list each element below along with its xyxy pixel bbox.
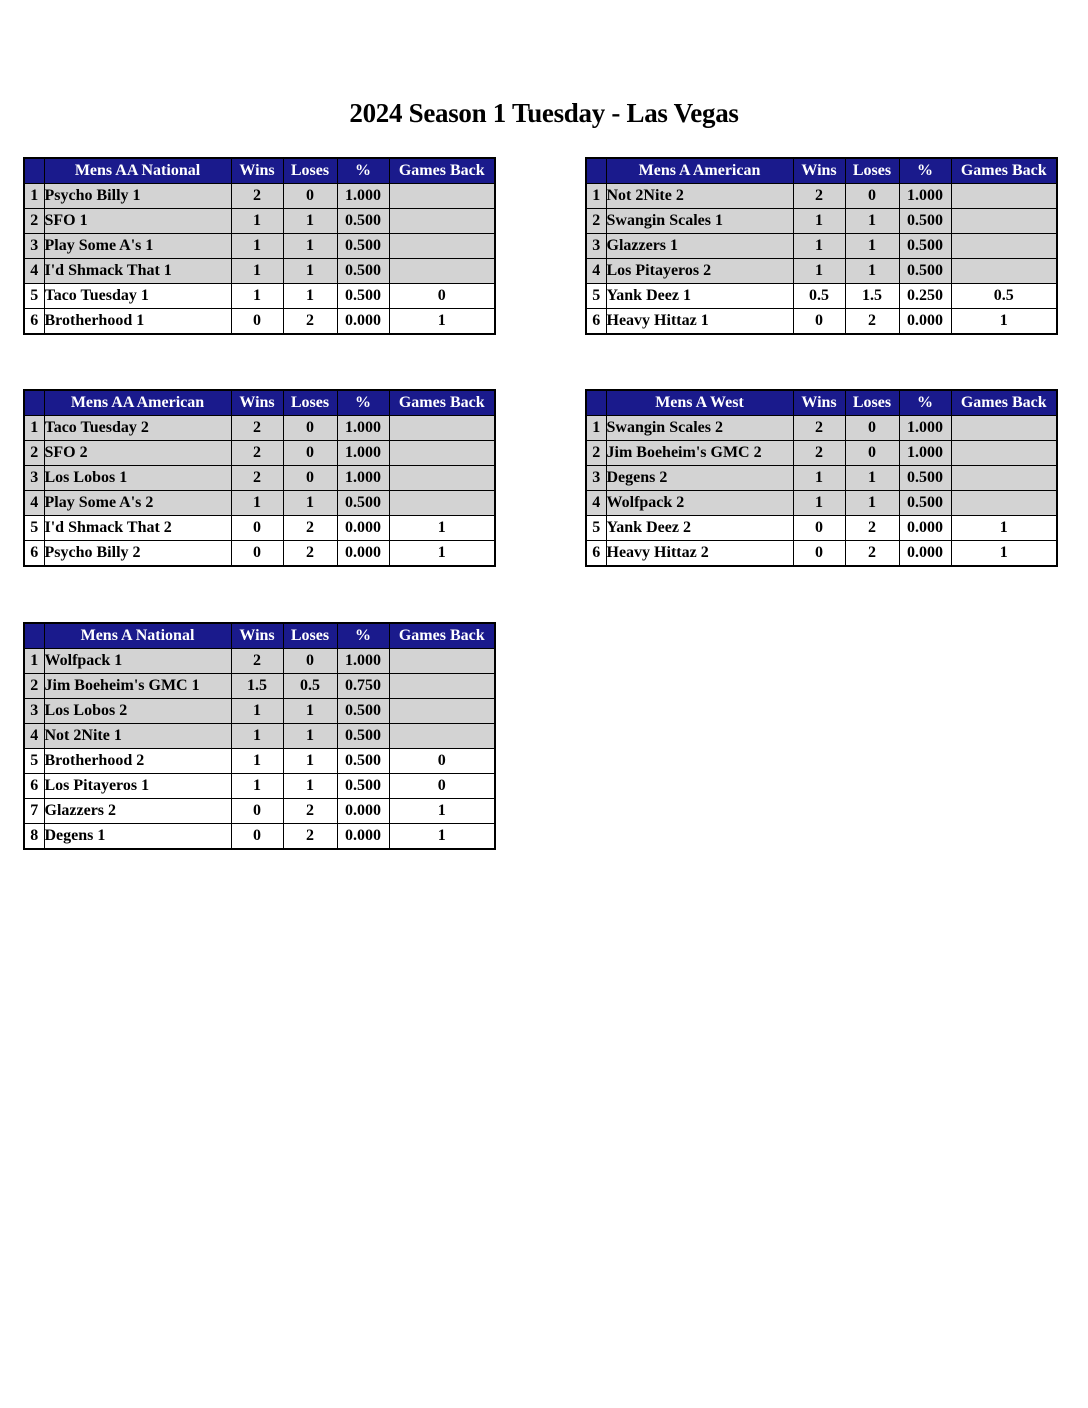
games-back-cell	[389, 234, 495, 259]
games-back-cell	[951, 441, 1057, 466]
wins-cell: 2	[793, 441, 845, 466]
division-table	[585, 389, 1058, 567]
rank-cell: 3	[24, 234, 44, 259]
team-name-cell: Yank Deez 2	[606, 516, 793, 541]
table-row	[24, 184, 495, 209]
column-header-wins: Wins	[231, 158, 283, 184]
rank-cell: 5	[24, 284, 44, 309]
team-name-cell: Brotherhood 2	[44, 749, 231, 774]
wins-cell: 2	[231, 466, 283, 491]
rank-cell: 2	[24, 441, 44, 466]
rank-header	[586, 390, 606, 416]
pct-cell: 0.500	[899, 234, 951, 259]
wins-cell: 1	[231, 774, 283, 799]
pct-cell: 0.500	[899, 209, 951, 234]
pct-cell: 0.000	[337, 309, 389, 335]
column-header-loses: Loses	[845, 390, 899, 416]
loses-cell: 1	[283, 284, 337, 309]
pct-cell: 0.500	[899, 466, 951, 491]
page-title: 2024 Season 1 Tuesday - Las Vegas	[349, 98, 739, 128]
table-row	[586, 541, 1057, 567]
table-row	[24, 441, 495, 466]
loses-cell: 1	[845, 259, 899, 284]
loses-cell: 2	[845, 541, 899, 567]
column-header-games-back: Games Back	[951, 390, 1057, 416]
pct-cell: 0.500	[337, 284, 389, 309]
loses-cell: 1	[845, 234, 899, 259]
wins-cell: 0	[793, 309, 845, 335]
pct-cell: 0.750	[337, 674, 389, 699]
division-name: Mens AA National	[44, 158, 231, 184]
games-back-cell	[951, 491, 1057, 516]
table-row	[24, 674, 495, 699]
table-row	[586, 209, 1057, 234]
rank-cell: 4	[586, 491, 606, 516]
table-row	[24, 466, 495, 491]
games-back-cell	[389, 724, 495, 749]
wins-cell: 1	[793, 491, 845, 516]
loses-cell: 2	[283, 541, 337, 567]
wins-cell: 1	[231, 699, 283, 724]
table-row	[24, 649, 495, 674]
column-header-wins: Wins	[793, 158, 845, 184]
table-row	[24, 699, 495, 724]
team-name-cell: Jim Boeheim's GMC 1	[44, 674, 231, 699]
rank-cell: 1	[24, 184, 44, 209]
pct-cell: 0.500	[337, 491, 389, 516]
games-back-cell	[389, 649, 495, 674]
wins-cell: 0	[231, 541, 283, 567]
loses-cell: 1	[845, 466, 899, 491]
loses-cell: 0	[283, 649, 337, 674]
team-name-cell: Los Lobos 1	[44, 466, 231, 491]
wins-cell: 2	[231, 441, 283, 466]
pct-cell: 1.000	[899, 416, 951, 441]
rank-cell: 1	[24, 416, 44, 441]
loses-cell: 2	[283, 799, 337, 824]
table-row	[24, 724, 495, 749]
loses-cell: 1	[283, 774, 337, 799]
games-back-cell	[389, 466, 495, 491]
column-header-games-back: Games Back	[389, 623, 495, 649]
games-back-cell	[389, 209, 495, 234]
loses-cell: 2	[283, 516, 337, 541]
table-row	[586, 416, 1057, 441]
team-name-cell: Play Some A's 2	[44, 491, 231, 516]
games-back-cell	[951, 184, 1057, 209]
rank-cell: 6	[586, 309, 606, 335]
rank-cell: 5	[24, 516, 44, 541]
column-header-loses: Loses	[283, 158, 337, 184]
rank-cell: 2	[586, 441, 606, 466]
games-back-cell	[951, 466, 1057, 491]
team-name-cell: I'd Shmack That 2	[44, 516, 231, 541]
loses-cell: 0	[845, 441, 899, 466]
table-row	[586, 466, 1057, 491]
table-row	[586, 184, 1057, 209]
rank-header	[24, 158, 44, 184]
rank-cell: 6	[24, 309, 44, 335]
table-row	[24, 516, 495, 541]
rank-cell: 7	[24, 799, 44, 824]
table-row	[24, 824, 495, 850]
games-back-cell	[389, 259, 495, 284]
rank-cell: 4	[24, 491, 44, 516]
loses-cell: 1	[283, 259, 337, 284]
team-name-cell: Jim Boeheim's GMC 2	[606, 441, 793, 466]
games-back-cell: 1	[389, 516, 495, 541]
loses-cell: 0	[283, 416, 337, 441]
loses-cell: 1	[283, 749, 337, 774]
loses-cell: 1	[845, 491, 899, 516]
team-name-cell: Not 2Nite 1	[44, 724, 231, 749]
pct-cell: 0.500	[337, 699, 389, 724]
loses-cell: 0.5	[283, 674, 337, 699]
rank-cell: 3	[586, 234, 606, 259]
team-name-cell: Glazzers 2	[44, 799, 231, 824]
team-name-cell: Degens 2	[606, 466, 793, 491]
table-row	[24, 491, 495, 516]
games-back-cell: 1	[951, 516, 1057, 541]
wins-cell: 1	[231, 491, 283, 516]
table-header-row	[586, 158, 1057, 184]
pct-cell: 0.000	[337, 541, 389, 567]
table-row	[24, 309, 495, 335]
rank-cell: 6	[24, 541, 44, 567]
rank-cell: 3	[586, 466, 606, 491]
games-back-cell: 0	[389, 774, 495, 799]
wins-cell: 2	[793, 416, 845, 441]
team-name-cell: I'd Shmack That 1	[44, 259, 231, 284]
rank-cell: 1	[586, 416, 606, 441]
games-back-cell	[951, 234, 1057, 259]
loses-cell: 0	[845, 184, 899, 209]
team-name-cell: Taco Tuesday 2	[44, 416, 231, 441]
pct-cell: 0.000	[337, 824, 389, 850]
rank-cell: 1	[586, 184, 606, 209]
games-back-cell: 1	[389, 799, 495, 824]
table-header-row	[586, 390, 1057, 416]
column-header-pct: %	[337, 158, 389, 184]
wins-cell: 1	[793, 259, 845, 284]
games-back-cell: 0.5	[951, 284, 1057, 309]
division-table	[23, 157, 496, 335]
column-header-games-back: Games Back	[389, 158, 495, 184]
column-header-games-back: Games Back	[389, 390, 495, 416]
wins-cell: 2	[231, 649, 283, 674]
column-header-pct: %	[337, 390, 389, 416]
pct-cell: 0.000	[899, 309, 951, 335]
loses-cell: 1	[845, 209, 899, 234]
team-name-cell: Psycho Billy 2	[44, 541, 231, 567]
pct-cell: 1.000	[337, 184, 389, 209]
games-back-cell	[951, 209, 1057, 234]
column-header-games-back: Games Back	[951, 158, 1057, 184]
pct-cell: 0.500	[899, 259, 951, 284]
loses-cell: 0	[283, 466, 337, 491]
team-name-cell: Wolfpack 1	[44, 649, 231, 674]
pct-cell: 1.000	[337, 466, 389, 491]
table-row	[586, 309, 1057, 335]
games-back-cell: 1	[389, 541, 495, 567]
table-row	[24, 416, 495, 441]
pct-cell: 0.500	[337, 234, 389, 259]
team-name-cell: Brotherhood 1	[44, 309, 231, 335]
pct-cell: 0.500	[899, 491, 951, 516]
division-name: Mens A West	[606, 390, 793, 416]
rank-header	[586, 158, 606, 184]
rank-cell: 5	[586, 516, 606, 541]
team-name-cell: Glazzers 1	[606, 234, 793, 259]
rank-cell: 4	[586, 259, 606, 284]
loses-cell: 2	[845, 516, 899, 541]
column-header-pct: %	[337, 623, 389, 649]
rank-cell: 6	[24, 774, 44, 799]
pct-cell: 0.000	[899, 541, 951, 567]
rank-cell: 4	[24, 259, 44, 284]
team-name-cell: Taco Tuesday 1	[44, 284, 231, 309]
pct-cell: 0.500	[337, 749, 389, 774]
column-header-loses: Loses	[845, 158, 899, 184]
table-header-row	[24, 623, 495, 649]
wins-cell: 1	[231, 284, 283, 309]
column-header-pct: %	[899, 158, 951, 184]
pct-cell: 0.000	[899, 516, 951, 541]
team-name-cell: Los Lobos 2	[44, 699, 231, 724]
team-name-cell: Degens 1	[44, 824, 231, 850]
table-row	[24, 749, 495, 774]
rank-cell: 6	[586, 541, 606, 567]
wins-cell: 1	[231, 234, 283, 259]
table-row	[586, 516, 1057, 541]
pct-cell: 0.000	[337, 799, 389, 824]
rank-cell: 2	[586, 209, 606, 234]
team-name-cell: Play Some A's 1	[44, 234, 231, 259]
team-name-cell: Not 2Nite 2	[606, 184, 793, 209]
pct-cell: 1.000	[337, 649, 389, 674]
loses-cell: 0	[283, 184, 337, 209]
wins-cell: 0	[231, 824, 283, 850]
pct-cell: 0.250	[899, 284, 951, 309]
games-back-cell	[389, 441, 495, 466]
wins-cell: 1	[231, 749, 283, 774]
table-row	[24, 259, 495, 284]
wins-cell: 1	[231, 259, 283, 284]
loses-cell: 1	[283, 209, 337, 234]
team-name-cell: Yank Deez 1	[606, 284, 793, 309]
division-table	[585, 157, 1058, 335]
team-name-cell: Wolfpack 2	[606, 491, 793, 516]
table-row	[586, 491, 1057, 516]
games-back-cell: 0	[389, 284, 495, 309]
games-back-cell	[951, 259, 1057, 284]
table-row	[24, 774, 495, 799]
table-row	[586, 234, 1057, 259]
table-row	[24, 541, 495, 567]
games-back-cell: 1	[951, 309, 1057, 335]
rank-cell: 2	[24, 209, 44, 234]
table-row	[24, 209, 495, 234]
team-name-cell: SFO 2	[44, 441, 231, 466]
team-name-cell: Psycho Billy 1	[44, 184, 231, 209]
division-table	[23, 622, 496, 850]
column-header-loses: Loses	[283, 390, 337, 416]
wins-cell: 0	[793, 516, 845, 541]
games-back-cell	[389, 699, 495, 724]
rank-cell: 3	[24, 466, 44, 491]
pct-cell: 0.000	[337, 516, 389, 541]
wins-cell: 0	[793, 541, 845, 567]
table-row	[586, 284, 1057, 309]
loses-cell: 1	[283, 491, 337, 516]
division-name: Mens AA American	[44, 390, 231, 416]
team-name-cell: SFO 1	[44, 209, 231, 234]
table-row	[24, 284, 495, 309]
games-back-cell: 1	[389, 309, 495, 335]
wins-cell: 0	[231, 516, 283, 541]
games-back-cell	[389, 674, 495, 699]
rank-cell: 8	[24, 824, 44, 850]
games-back-cell	[389, 184, 495, 209]
wins-cell: 1	[231, 724, 283, 749]
pct-cell: 1.000	[899, 441, 951, 466]
loses-cell: 1	[283, 724, 337, 749]
wins-cell: 2	[231, 416, 283, 441]
team-name-cell: Los Pitayeros 1	[44, 774, 231, 799]
loses-cell: 1.5	[845, 284, 899, 309]
team-name-cell: Los Pitayeros 2	[606, 259, 793, 284]
column-header-loses: Loses	[283, 623, 337, 649]
wins-cell: 1	[793, 466, 845, 491]
rank-cell: 5	[24, 749, 44, 774]
wins-cell: 2	[793, 184, 845, 209]
wins-cell: 1.5	[231, 674, 283, 699]
team-name-cell: Heavy Hittaz 2	[606, 541, 793, 567]
column-header-wins: Wins	[231, 390, 283, 416]
games-back-cell	[389, 416, 495, 441]
rank-cell: 5	[586, 284, 606, 309]
wins-cell: 1	[231, 209, 283, 234]
column-header-pct: %	[899, 390, 951, 416]
wins-cell: 1	[793, 209, 845, 234]
wins-cell: 2	[231, 184, 283, 209]
team-name-cell: Heavy Hittaz 1	[606, 309, 793, 335]
column-header-wins: Wins	[793, 390, 845, 416]
pct-cell: 1.000	[337, 416, 389, 441]
table-row	[586, 441, 1057, 466]
pct-cell: 0.500	[337, 259, 389, 284]
wins-cell: 0.5	[793, 284, 845, 309]
games-back-cell: 0	[389, 749, 495, 774]
games-back-cell: 1	[389, 824, 495, 850]
team-name-cell: Swangin Scales 2	[606, 416, 793, 441]
team-name-cell: Swangin Scales 1	[606, 209, 793, 234]
division-table	[23, 389, 496, 567]
loses-cell: 1	[283, 234, 337, 259]
loses-cell: 2	[283, 309, 337, 335]
pct-cell: 0.500	[337, 774, 389, 799]
division-name: Mens A American	[606, 158, 793, 184]
loses-cell: 1	[283, 699, 337, 724]
rank-cell: 3	[24, 699, 44, 724]
games-back-cell	[951, 416, 1057, 441]
pct-cell: 1.000	[899, 184, 951, 209]
table-row	[24, 234, 495, 259]
loses-cell: 2	[845, 309, 899, 335]
wins-cell: 1	[793, 234, 845, 259]
column-header-wins: Wins	[231, 623, 283, 649]
pct-cell: 1.000	[337, 441, 389, 466]
table-header-row	[24, 390, 495, 416]
games-back-cell	[389, 491, 495, 516]
table-row	[24, 799, 495, 824]
rank-cell: 4	[24, 724, 44, 749]
rank-cell: 2	[24, 674, 44, 699]
rank-header	[24, 390, 44, 416]
loses-cell: 2	[283, 824, 337, 850]
rank-cell: 1	[24, 649, 44, 674]
table-row	[586, 259, 1057, 284]
pct-cell: 0.500	[337, 724, 389, 749]
wins-cell: 0	[231, 799, 283, 824]
wins-cell: 0	[231, 309, 283, 335]
rank-header	[24, 623, 44, 649]
pct-cell: 0.500	[337, 209, 389, 234]
loses-cell: 0	[845, 416, 899, 441]
games-back-cell: 1	[951, 541, 1057, 567]
loses-cell: 0	[283, 441, 337, 466]
table-header-row	[24, 158, 495, 184]
division-name: Mens A National	[44, 623, 231, 649]
